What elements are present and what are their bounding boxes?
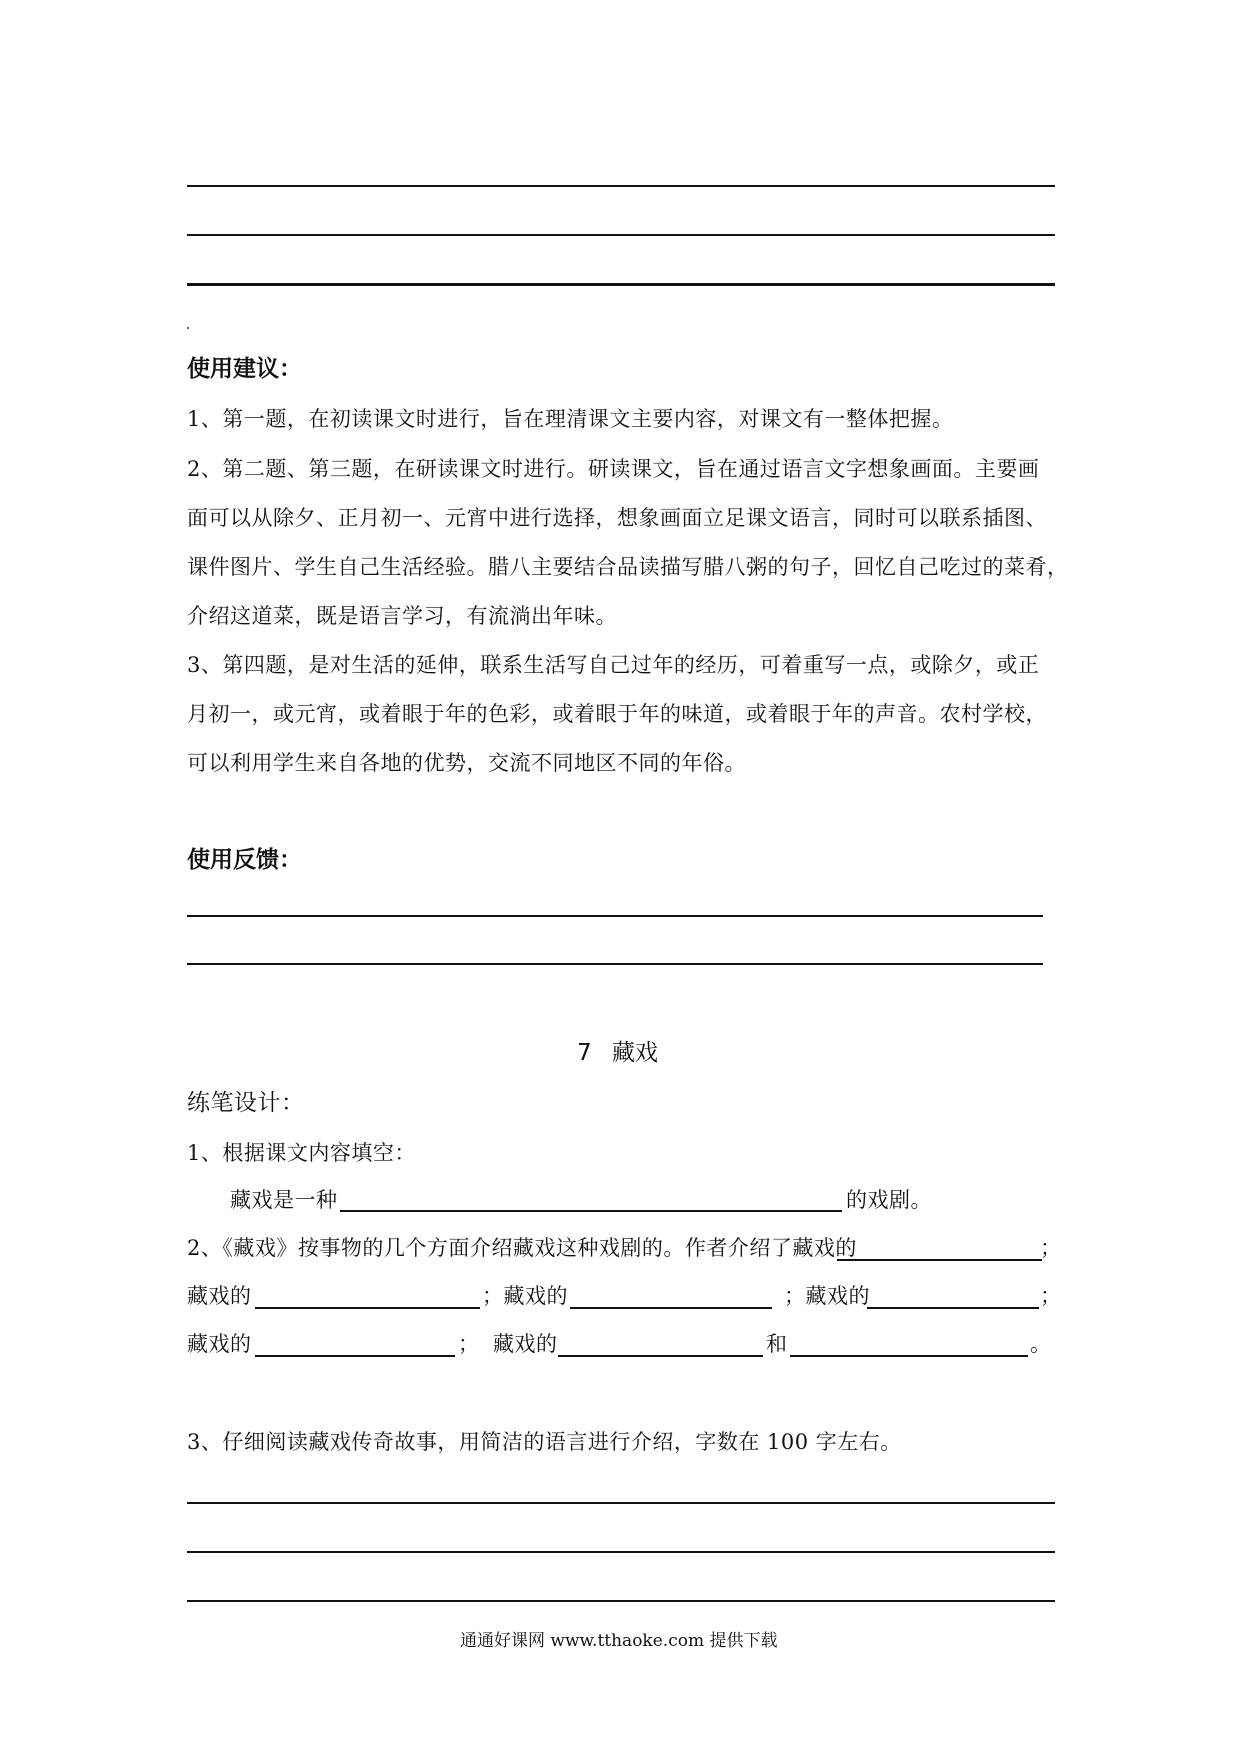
suggestion-line: 课件图片、学生自己生活经验。腊八主要结合品读描写腊八粥的句子，回忆自己吃过的菜肴，: [187, 555, 1069, 579]
scan-speck: [187, 327, 189, 329]
question-2-part: 藏戏的: [493, 1332, 558, 1356]
suggestion-line: 2、第二题、第三题，在研读课文时进行。研读课文，旨在通过语言文字想象画面。主要画: [187, 457, 1040, 481]
fill-blank[interactable]: [867, 1307, 1039, 1309]
fill-blank[interactable]: [790, 1355, 1028, 1357]
answer-line: [187, 1600, 1055, 1602]
suggestion-line: 介绍这道菜，既是语言学习，有流淌出年味。: [187, 604, 617, 628]
suggestion-line: 3、第四题，是对生活的延伸，联系生活写自己过年的经历，可着重写一点，或除夕，或正: [187, 653, 1040, 677]
answer-line: [187, 1502, 1055, 1504]
question-2-part: ；藏戏的: [784, 1284, 870, 1308]
feedback-heading: 使用反馈：: [187, 847, 302, 873]
lesson-number: 7: [577, 1040, 592, 1066]
answer-line: [187, 185, 1055, 187]
question-3-prompt: 3、仔细阅读藏戏传奇故事，用简洁的语言进行介绍，字数在 100 字左右。: [187, 1430, 902, 1454]
conjunction: 和: [766, 1332, 788, 1356]
suggestion-line: 面可以从除夕、正月初一、元宵中进行选择，想象画面立足课文语言，同时可以联系插图、: [187, 506, 1047, 530]
lesson-title: 藏戏: [612, 1040, 658, 1066]
fill-blank[interactable]: [255, 1355, 455, 1357]
answer-line: [187, 234, 1055, 236]
punctuation: ；: [1040, 1236, 1062, 1260]
fill-blank[interactable]: [570, 1307, 772, 1309]
design-heading: 练笔设计：: [187, 1090, 305, 1116]
question-1-prompt: 1、根据课文内容填空：: [187, 1141, 416, 1165]
suggestions-heading: 使用建议：: [187, 356, 302, 382]
question-2-intro: 2、《藏戏》按事物的几个方面介绍藏戏这种戏剧的。作者介绍了藏戏的: [187, 1236, 857, 1260]
question-2-part: ；藏戏的: [482, 1284, 568, 1308]
punctuation: ；: [1040, 1284, 1062, 1308]
footer-credit: 通通好课网 www.tthaoke.com 提供下载: [460, 1631, 778, 1651]
suggestion-line: 可以利用学生来自各地的优势，交流不同地区不同的年俗。: [187, 751, 746, 775]
fill-blank[interactable]: [837, 1259, 1042, 1261]
suggestion-line: 月初一，或元宵，或着眼于年的色彩，或着眼于年的味道，或着眼于年的声音。农村学校，: [187, 702, 1047, 726]
question-1-before: 藏戏是一种: [230, 1188, 338, 1212]
fill-blank[interactable]: [558, 1355, 763, 1357]
answer-line: [187, 283, 1055, 286]
fill-blank[interactable]: [255, 1307, 480, 1309]
punctuation: ；: [458, 1332, 480, 1356]
question-2-part: 藏戏的: [187, 1332, 252, 1356]
answer-line: [187, 1551, 1055, 1553]
punctuation: 。: [1030, 1332, 1052, 1356]
question-1-after: 的戏剧。: [846, 1188, 932, 1212]
fill-blank[interactable]: [340, 1210, 842, 1212]
feedback-line: [187, 963, 1043, 965]
question-2-part: 藏戏的: [187, 1284, 252, 1308]
feedback-line: [187, 915, 1043, 917]
suggestion-line: 1、第一题，在初读课文时进行，旨在理清课文主要内容，对课文有一整体把握。: [187, 407, 954, 431]
